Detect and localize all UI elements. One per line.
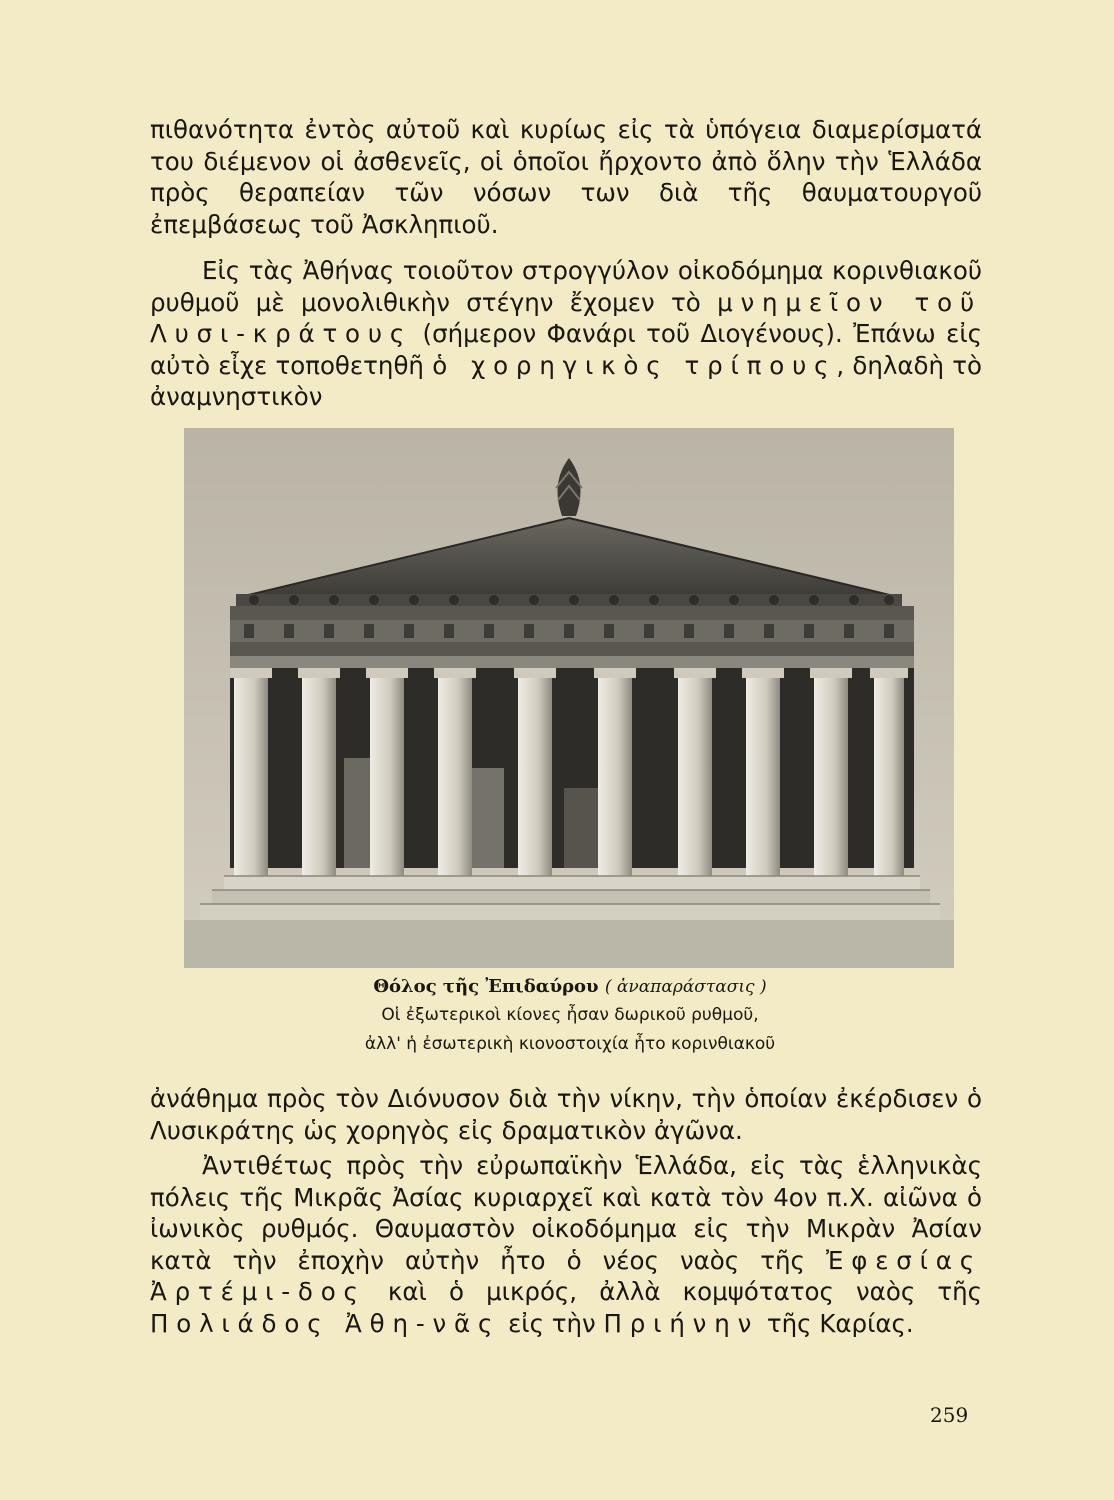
paragraph-2-text-c: (σήμερον Φανάρι τοῦ Διογένους). Ἐπάνω εἰς αὐτὸ εἶχε τοποθετηθῆ xyxy=(150,319,982,380)
paragraph-4-text-g: τῆς Καρίας. xyxy=(759,1308,914,1338)
figure-caption-title xyxy=(200,975,940,999)
paragraph-4-text-e: εἰς τὴν xyxy=(500,1308,604,1338)
spaced-term-priene: Πριήνην xyxy=(603,1308,760,1338)
paragraph-4-text-a: Ἀντιθέτως πρὸς τὴν εὐρωπαϊκὴν Ἑλλάδα, εἰς τὰς ἑλληνικὰς πόλεις τῆς Μικρᾶς Ἀσίας κυριαρχεῖ καὶ κατὰ τὸν 4ον π.Χ. αἰῶνα ὁ ἰωνικὸς ρυθμός. Θαυμαστὸν οἰκοδόμημα εἰς τὴν Μικρὰν Ἀσίαν κατὰ τὴν ἐποχὴν αὐτὴν ἦτο ὁ νέος ναὸς τῆς xyxy=(150,1151,982,1275)
page-number: 259 xyxy=(930,1403,969,1427)
paragraph-3: ἀνάθημα πρὸς τὸν Διόνυσον διὰ τὴν νίκην, τὴν ὁποίαν ἐκέρδισεν ὁ Λυσικράτης ὡς χορηγὸς εἰς δραματικὸν ἀγῶνα. xyxy=(150,1084,982,1145)
figure-caption-line-1: Οἱ ἐξωτερικοὶ κίονες ἦσαν δωρικοῦ ρυθμοῦ, xyxy=(381,1005,759,1025)
caption-title-text: Θόλος τῆς Ἐπιδαύρου xyxy=(373,976,599,997)
spaced-term-ephesian-artemis: Ἐφεσίας Ἀρτέμι-δος xyxy=(150,1245,982,1306)
paragraph-1: πιθανότητα ἐντὸς αὐτοῦ καὶ κυρίως εἰς τὰ ὑπόγεια διαμερίσματά του διέμενον οἱ ἀσθενεῖς, οἱ ὁποῖοι ἤρχοντο ἀπὸ ὅλην τὴν Ἑλλάδα πρὸς θεραπείαν τῶν νόσων των διὰ τῆς θαυματουργοῦ ἐπεμβάσεως τοῦ Ἀσκληπιοῦ. xyxy=(150,115,982,239)
paragraph-2-text-e: , δηλαδὴ τὸ ἀναμνηστικὸν xyxy=(150,350,982,411)
paragraph-2 xyxy=(150,255,982,413)
caption-note: ( ἀναπαράστασις ) xyxy=(604,977,767,997)
figure-caption-line-2: ἀλλ' ἡ ἐσωτερικὴ κιονοστοιχία ἦτο κορινθιακοῦ xyxy=(364,1034,776,1054)
spaced-term-choregic-tripod: ὁ χορηγικὸς τρίπους xyxy=(432,350,837,380)
spaced-term-lysikrates-monument: μνημεῖον τοῦ Λυσι-κράτους xyxy=(150,287,982,348)
paragraph-4 xyxy=(150,1150,982,1339)
paragraph-4-text-c: καὶ ὁ μικρός, ἀλλὰ κομψότατος ναὸς τῆς xyxy=(365,1277,982,1306)
paragraph-2-text-a: Εἰς τὰς Ἀθήνας τοιοῦτον στρογγύλον οἰκοδόμημα κορινθιακοῦ ρυθμοῦ μὲ μονολιθικὴν στέγην ἔχομεν τὸ xyxy=(150,256,982,317)
tholos-illustration xyxy=(184,428,954,968)
temple-reconstruction-drawing xyxy=(184,428,954,968)
spaced-term-athena-polias: Πολιάδος Ἀθη-νᾶς xyxy=(150,1308,501,1338)
